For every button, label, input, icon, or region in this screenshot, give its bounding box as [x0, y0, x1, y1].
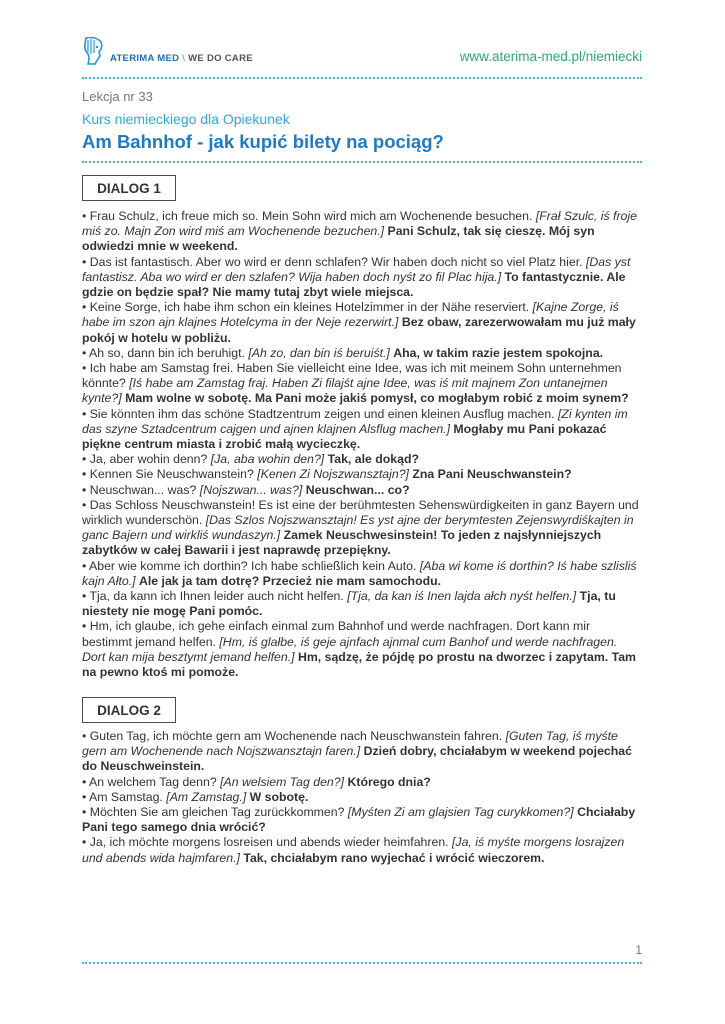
dialog-line	[82, 619, 642, 680]
course-title: Kurs niemieckiego dla Opiekunek	[82, 111, 290, 127]
phonetic-text: [Ja, aba wohin den?]	[210, 452, 325, 467]
dialog-line	[82, 729, 642, 775]
phonetic-text: [Am Zamstag.]	[166, 789, 247, 804]
dialog-line	[82, 452, 642, 467]
phonetic-text: [Nojszwan... was?]	[199, 482, 303, 497]
german-text: • Ja, aber wohin denn?	[82, 452, 208, 467]
polish-text: Aha, w takim razie jestem spokojna.	[393, 345, 604, 360]
polish-text: W sobotę.	[249, 789, 309, 804]
dialog-2-body	[82, 729, 642, 866]
phonetic-text: [Frał Szulc, iś froje miś zo. Majn Zon wird miś am Wochenende bezuchen.]	[82, 209, 637, 239]
phonetic-text: [Iś habe am Zamstag fraj. Haben Zi filajśt ajne Idee, was iś mit majnem Zon untanejmen kynte?]	[82, 376, 608, 406]
polish-text: Tja, tu niestety nie mogę Pani pomóc.	[82, 589, 616, 619]
logo-brand: ATERIMA MED	[110, 52, 180, 64]
dialog-line	[82, 346, 642, 361]
phonetic-text: [Aba wi kome iś dorthin? Iś habe szlisliś kajn Ałto.]	[82, 558, 637, 588]
german-text: • Ah so, dann bin ich beruhigt.	[82, 345, 245, 360]
phonetic-text: [Das Szlos Nojszwansztajn! Es yst ajne der berymtesten Zejenswyrdiśkajten in ganc Bajern und wirkliś wundaszyn.]	[82, 513, 634, 543]
aterima-logo	[82, 34, 253, 68]
page-title: Am Bahnhof - jak kupić bilety na pociąg?	[82, 131, 444, 152]
logo-tagline: WE DO CARE	[188, 52, 253, 64]
dialog-line	[82, 407, 642, 453]
dialog-line	[82, 498, 642, 559]
dialog-line	[82, 209, 642, 255]
lesson-number: Lekcja nr 33	[82, 89, 153, 104]
german-text: • Hm, ich glaube, ich gehe einfach einmal zum Bahnhof und werde nachfragen. Dort kann mir bestimmt jemand helfen.	[82, 619, 591, 649]
dialog-line	[82, 559, 642, 589]
dialog-line	[82, 467, 642, 482]
german-text: • Frau Schulz, ich freue mich so. Mein Sohn wird mich am Wochenende besuchen.	[82, 209, 533, 223]
dialog-line	[82, 835, 642, 865]
polish-text: Neuschwan... co?	[305, 482, 410, 497]
dialog-line	[82, 775, 642, 790]
phonetic-text: [Tja, da kan iś Inen lajda ałch nyśt helfen.]	[347, 589, 577, 604]
german-text: • Das ist fantastisch. Aber wo wird er denn schlafen? Wir haben doch nicht so viel Platz hier.	[82, 254, 583, 269]
dialog-line	[82, 589, 642, 619]
german-text: • Neuschwan... was?	[82, 482, 197, 497]
header-divider	[82, 77, 642, 79]
polish-text: Dzień dobry, chciałabym w weekend pojechać do Neuschweinstein.	[82, 744, 632, 774]
page-header	[82, 34, 642, 68]
german-text: • An welchem Tag denn?	[82, 774, 217, 789]
phonetic-text: [Das yst fantastisz. Aba wo wird er den szlafen? Wija haben doch nyśt zo fil Plac hija.]	[82, 254, 631, 284]
dialog-2-label: DIALOG 2	[82, 697, 176, 723]
polish-text: Mogłaby mu Pani pokazać piękne centrum miasta i zrobić małą wycieczkę.	[82, 421, 607, 452]
german-text: • Sie könnten ihm das schöne Stadtzentrum zeigen und einen kleinen Ausflug machen.	[82, 406, 555, 421]
polish-text: Zna Pani Neuschwanstein?	[412, 467, 572, 482]
dialog-line	[82, 300, 642, 346]
german-text: • Am Samstag.	[82, 789, 163, 804]
polish-text: Pani Schulz, tak się cieszę. Mój syn odwiedzi mnie w weekend.	[82, 224, 595, 254]
polish-text: Bez obaw, zarezerwowałam mu już mały pokój w hotelu w pobliżu.	[82, 315, 636, 345]
german-text: • Guten Tag, ich möchte gern am Wochenende nach Neuschwanstein fahren.	[82, 729, 503, 743]
german-text: • Tja, da kann ich Ihnen leider auch nicht helfen.	[82, 589, 344, 604]
dialog-line	[82, 361, 642, 407]
polish-text: Tak, ale dokąd?	[327, 452, 420, 467]
phonetic-text: [Kenen Zi Nojszwansztajn?]	[257, 467, 409, 482]
german-text: • Das Schloss Neuschwanstein! Es ist eine der berühmtesten Sehenswürdigkeiten in ganz Bayern und wirklich wunderschön.	[82, 497, 639, 528]
site-url-link[interactable]: www.aterima-med.pl/niemiecki	[459, 49, 642, 64]
german-text: • Keine Sorge, ich habe ihm schon ein kleines Hotelzimmer in der Nähe reserviert.	[82, 300, 530, 315]
title-divider	[82, 161, 642, 163]
footer-divider	[82, 962, 642, 964]
polish-text: To fantastycznie. Ale gdzie on będzie spał? Nie mamy tutaj zbyt wiele miejsca.	[82, 269, 626, 300]
phonetic-text: [An welsiem Tag den?]	[220, 774, 345, 789]
polish-text: Ale jak ja tam dotrę? Przecież nie mam samochodu.	[138, 573, 442, 588]
page-number: 1	[635, 943, 642, 957]
dialog-line	[82, 255, 642, 301]
phonetic-text: [Zi kynten im das szyne Sztadcentrum cajgen und ajnen klajnen Alsflug machen.]	[82, 406, 628, 436]
phonetic-text: [Myśten Zi am glajsien Tag curykkomen?]	[347, 805, 574, 820]
polish-text: Chciałaby Pani tego samego dnia wrócić?	[82, 805, 636, 835]
logo-separator: \	[182, 52, 186, 64]
polish-text: Mam wolne w sobotę. Ma Pani może jakiś pomysł, co mogłabym robić z moim synem?	[125, 391, 629, 406]
polish-text: Zamek Neuschwesinstein! To jeden z najsłynniejszych zabytków w całej Bawarii i jest naprawdę przepiękny.	[82, 528, 602, 558]
phonetic-text: [Ja, iś myśte morgens losrajzen und abends wida hajmfaren.]	[82, 835, 625, 865]
polish-text: Którego dnia?	[347, 774, 431, 789]
phonetic-text: [Guten Tag, iś myśte gern am Wochenende nach Nojszwansztajn faren.]	[82, 729, 618, 759]
german-text: • Möchten Sie am gleichen Tag zurückkommen?	[82, 805, 345, 820]
phonetic-text: [Kajne Zorge, iś habe im szon ajn klajnes Hotelcyma in der Neje rezerwirt.]	[82, 300, 619, 330]
dialog-line	[82, 805, 642, 835]
dialog-line	[82, 483, 642, 498]
dialog-1-label: DIALOG 1	[82, 175, 176, 201]
german-text: • Kennen Sie Neuschwanstein?	[82, 467, 254, 482]
phonetic-text: [Hm, iś glałbe, iś geje ajnfach ajnmal cum Banhof und werde nachfragen. Dort kan mija besztymt jemand helfen.]	[82, 634, 618, 664]
polish-text: Tak, chciałabym rano wyjechać i wrócić wieczorem.	[243, 850, 545, 865]
dialog-line	[82, 790, 642, 805]
phonetic-text: [Ah zo, dan bin iś beruiśt.]	[248, 345, 390, 360]
german-text: • Ich habe am Samstag frei. Haben Sie vielleicht eine Idee, was ich mit meinem Sohn unternehmen könnte?	[82, 361, 622, 391]
face-logo-icon	[82, 36, 104, 66]
german-text: • Ja, ich möchte morgens losreisen und abends wieder heimfahren.	[82, 835, 449, 850]
dialog-1-body	[82, 209, 642, 680]
polish-text: Hm, sądzę, że pójdę po prostu na dworzec i zapytam. Tam na pewno ktoś mi pomoże.	[82, 649, 636, 680]
german-text: • Aber wie komme ich dorthin? Ich habe schließlich kein Auto.	[82, 558, 417, 573]
